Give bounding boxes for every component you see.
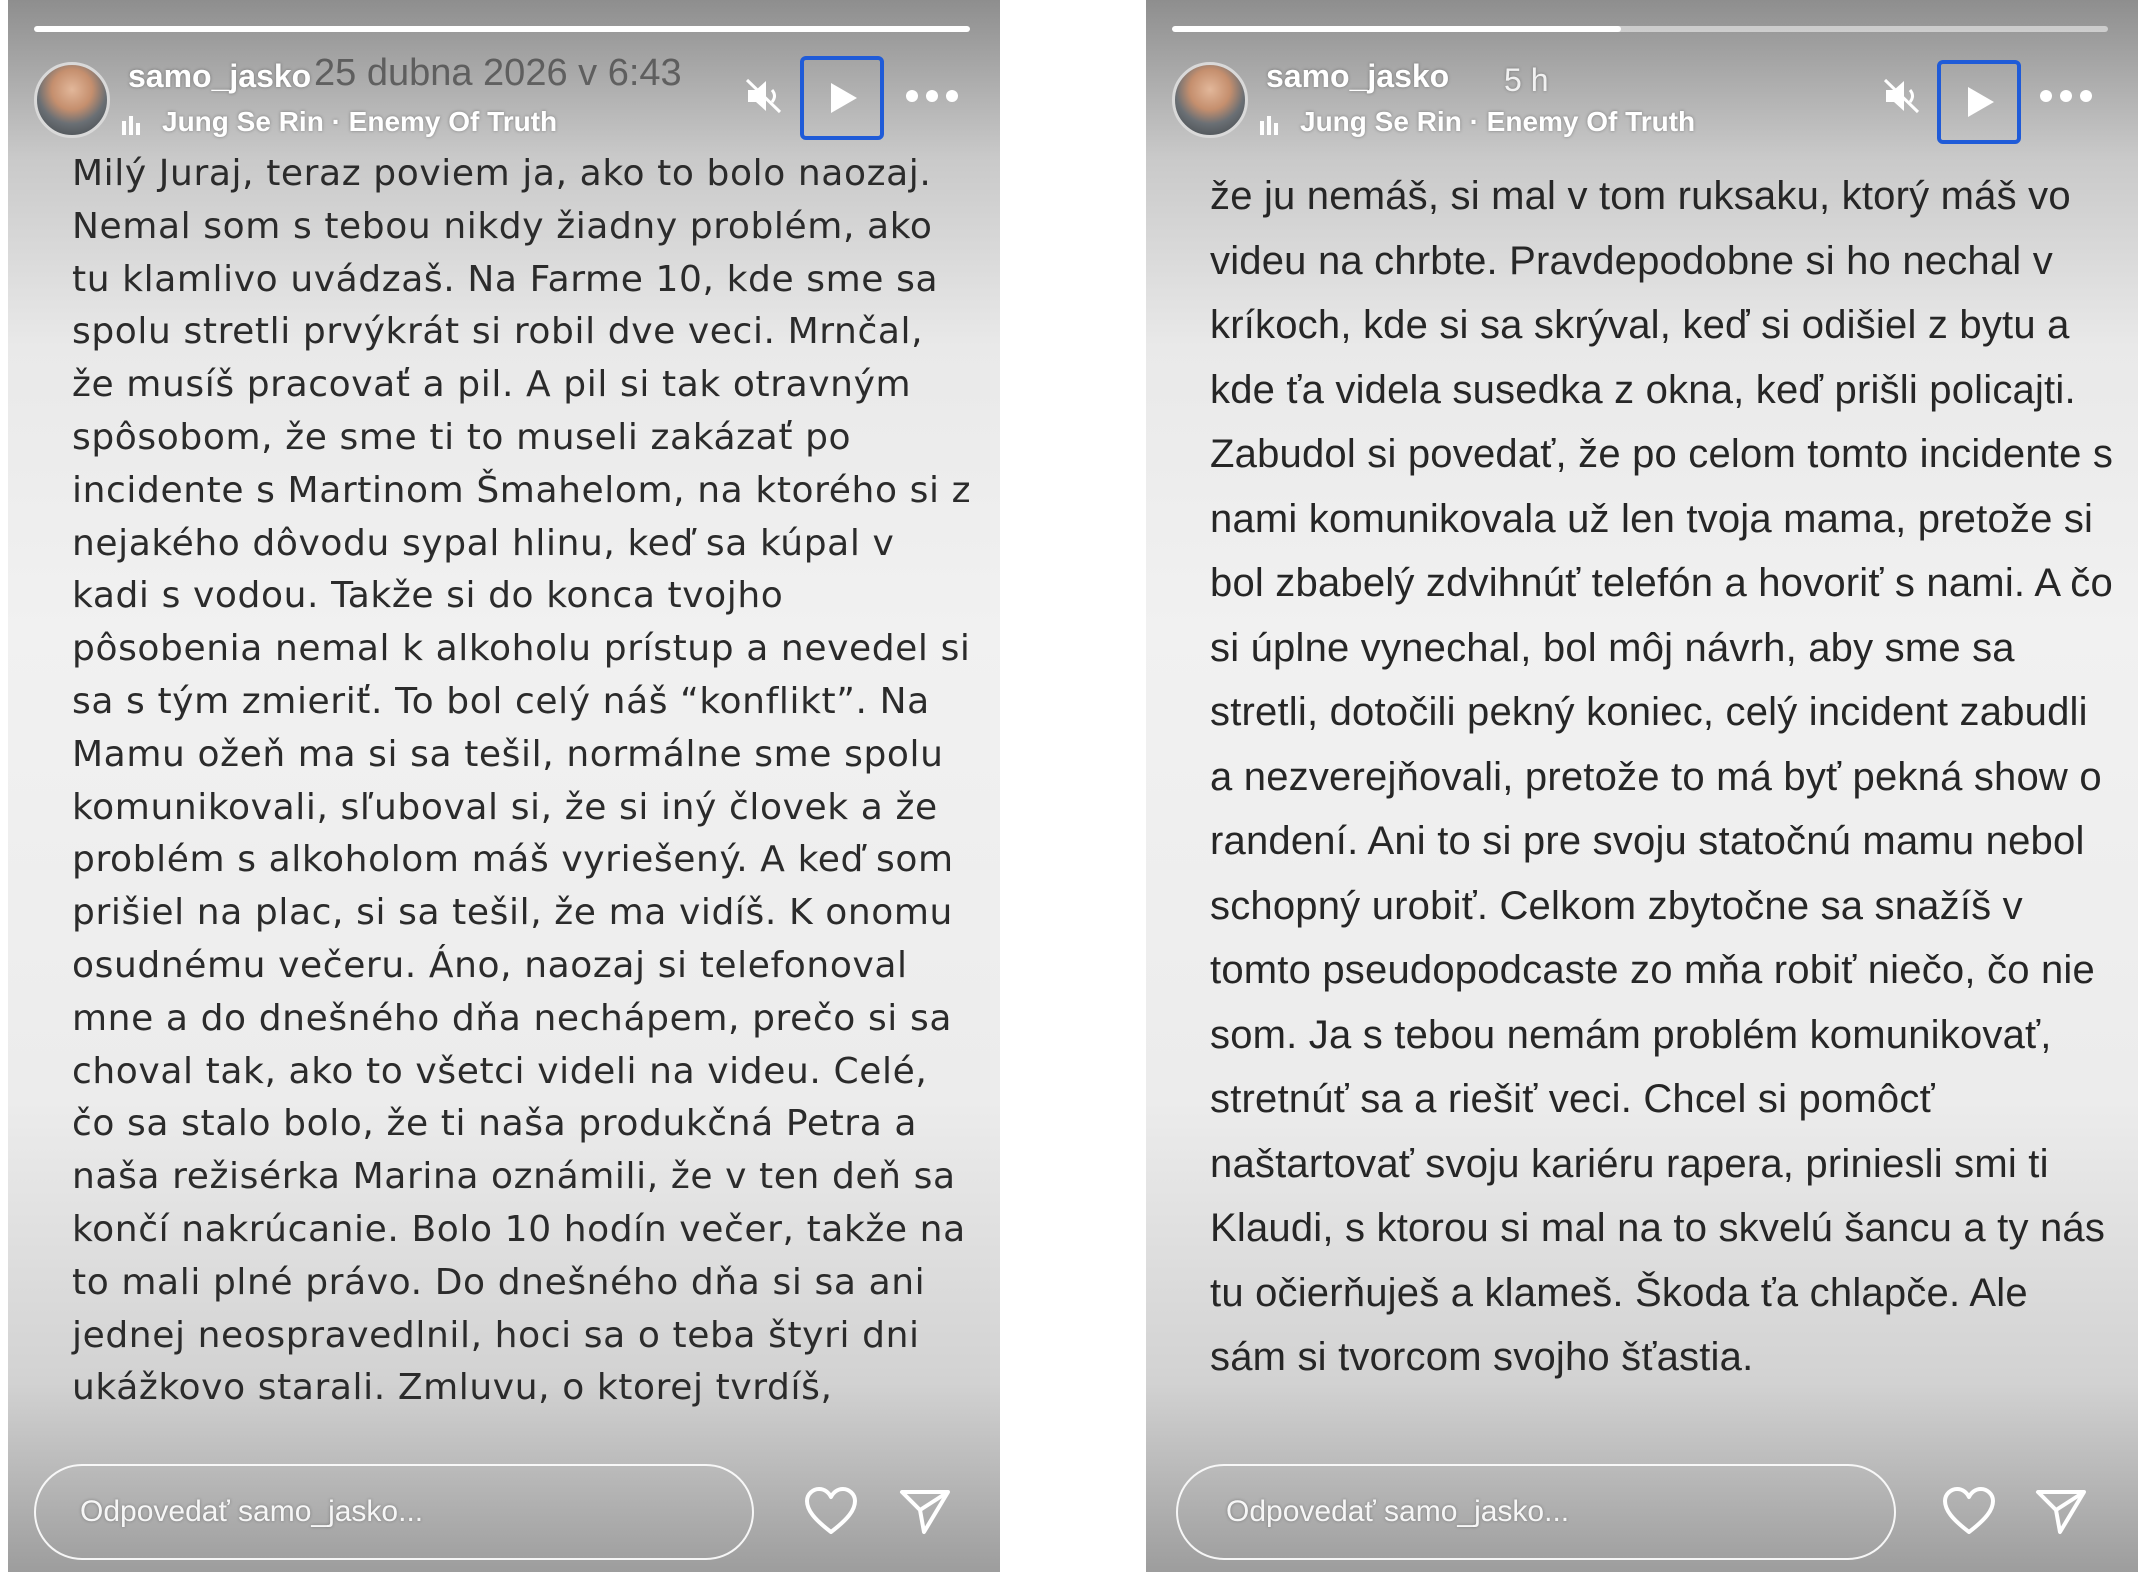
play-icon xyxy=(1960,83,1998,121)
music-label: Jung Se Rin · Enemy Of Truth xyxy=(1300,106,1696,137)
avatar[interactable] xyxy=(1172,62,1248,138)
send-icon[interactable] xyxy=(2034,1486,2088,1536)
username[interactable]: samo_jasko xyxy=(1266,58,1450,94)
music-label: Jung Se Rin · Enemy Of Truth xyxy=(162,106,558,137)
story-progress-bar xyxy=(34,26,970,32)
reply-placeholder: Odpovedať samo_jasko... xyxy=(1226,1495,1570,1528)
speaker-muted-icon[interactable] xyxy=(744,76,784,116)
heart-icon[interactable] xyxy=(804,1486,858,1536)
music-bars-icon xyxy=(120,113,156,135)
story-text: Milý Juraj, teraz poviem ja, ako to bolo naozaj. Nemal som s tebou nikdy žiadny problém, ako tu klamlivo uvádzaš. Na Farme 10, kde sme sa spolu stretli prvýkrát si robil dve veci. Mrnčal, že musíš pracovať a pil. A pil si tak otravným spôsobom, že sme ti to museli zakázať po incidente s Martinom Šmahelom, na ktorého si z nejakého dôvodu sypal hlinu, keď sa kúpal v kadi s vodou. Takže si do konca tvojho pôsobenia nemal k alkoholu prístup a nevedel si sa s tým zmieriť. To bol celý náš “konflikt”. Na Mamu ožeň ma si sa tešil, normálne sme spolu komunikovali, sľuboval si, že si iný človek a že problém s alkoholom máš vyriešený. A keď som prišiel na plac, si sa tešil, že ma vidíš. K onomu osudnému večeru. Áno, naozaj si telefonoval mne a do dnešného dňa nechápem, prečo si sa choval tak, ako to všetci videli na videu. Celé, čo sa stalo bolo, že ti naša produkčná Petra a naša režisérka Marina oznámili, že v ten deň sa končí nakrúcanie. Bolo 10 hodín večer, takže na to mali plné právo. Do dnešného dňa si sa ani jednej neospravedlnil, hoci sa o teba štyri dni ukážkovo starali. Zmluvu, o ktorej tvrdíš, xyxy=(72,153,972,1409)
more-dots-icon[interactable] xyxy=(2038,88,2094,104)
reply-input[interactable] xyxy=(34,1464,754,1560)
story-progress-fill xyxy=(1172,26,1621,32)
send-icon[interactable] xyxy=(898,1486,952,1536)
username[interactable]: samo_jasko xyxy=(128,58,312,94)
reply-placeholder: Odpovedať samo_jasko... xyxy=(80,1495,424,1528)
reply-input[interactable] xyxy=(1176,1464,1896,1560)
play-button[interactable] xyxy=(1937,60,2021,144)
story-text: že ju nemáš, si mal v tom ruksaku, ktorý máš vo videu na chrbte. Pravdepodobne si ho nechal v kríkoch, kde si sa skrýval, keď si odišiel z bytu a kde ťa videla susedka z okna, keď prišli policajti. Zabudol si povedať, že po celom tomto incidente s nami komunikovala už len tvoja mama, pretože si bol zbabelý zdvihnúť telefón a hovoriť s nami. A čo si úplne vynechal, bol môj návrh, aby sme sa stretli, dotočili pekný koniec, celý incident zabudli a nezverejňovali, pretože to má byť pekná show o randení. Ani to si pre svoju statočnú mamu nebol schopný urobiť. Celkom zbytočne sa snažíš v tomto pseudopodcaste zo mňa robiť niečo, čo nie som. Ja s tebou nemám problém komunikovať, stretnúť sa a riešiť veci. Chcel si pomôcť naštartovať svoju kariéru rapera, priniesli smi ti Klaudi, s ktorou si mal na to skvelú šancu a ty nás tu očierňuješ a klameš. Škoda ťa chlapče. Ale sám si tvorcom svojho šťastia. xyxy=(1210,174,2114,1379)
story-panel-right xyxy=(1146,0,2138,1572)
music-bars-icon xyxy=(1258,113,1294,135)
avatar[interactable] xyxy=(34,62,110,138)
music-attribution[interactable] xyxy=(1258,106,1695,138)
story-panel-left xyxy=(8,0,1000,1572)
speaker-muted-icon[interactable] xyxy=(1882,76,1922,116)
play-button[interactable] xyxy=(800,56,884,140)
story-progress-bar xyxy=(1172,26,2108,32)
timestamp: 25 dubna 2026 v 6:43 xyxy=(314,52,682,94)
timestamp: 5 h xyxy=(1504,62,1549,98)
music-attribution[interactable] xyxy=(120,106,557,138)
heart-icon[interactable] xyxy=(1942,1486,1996,1536)
story-progress-fill xyxy=(34,26,970,32)
play-icon xyxy=(823,79,861,117)
more-dots-icon[interactable] xyxy=(904,88,960,104)
